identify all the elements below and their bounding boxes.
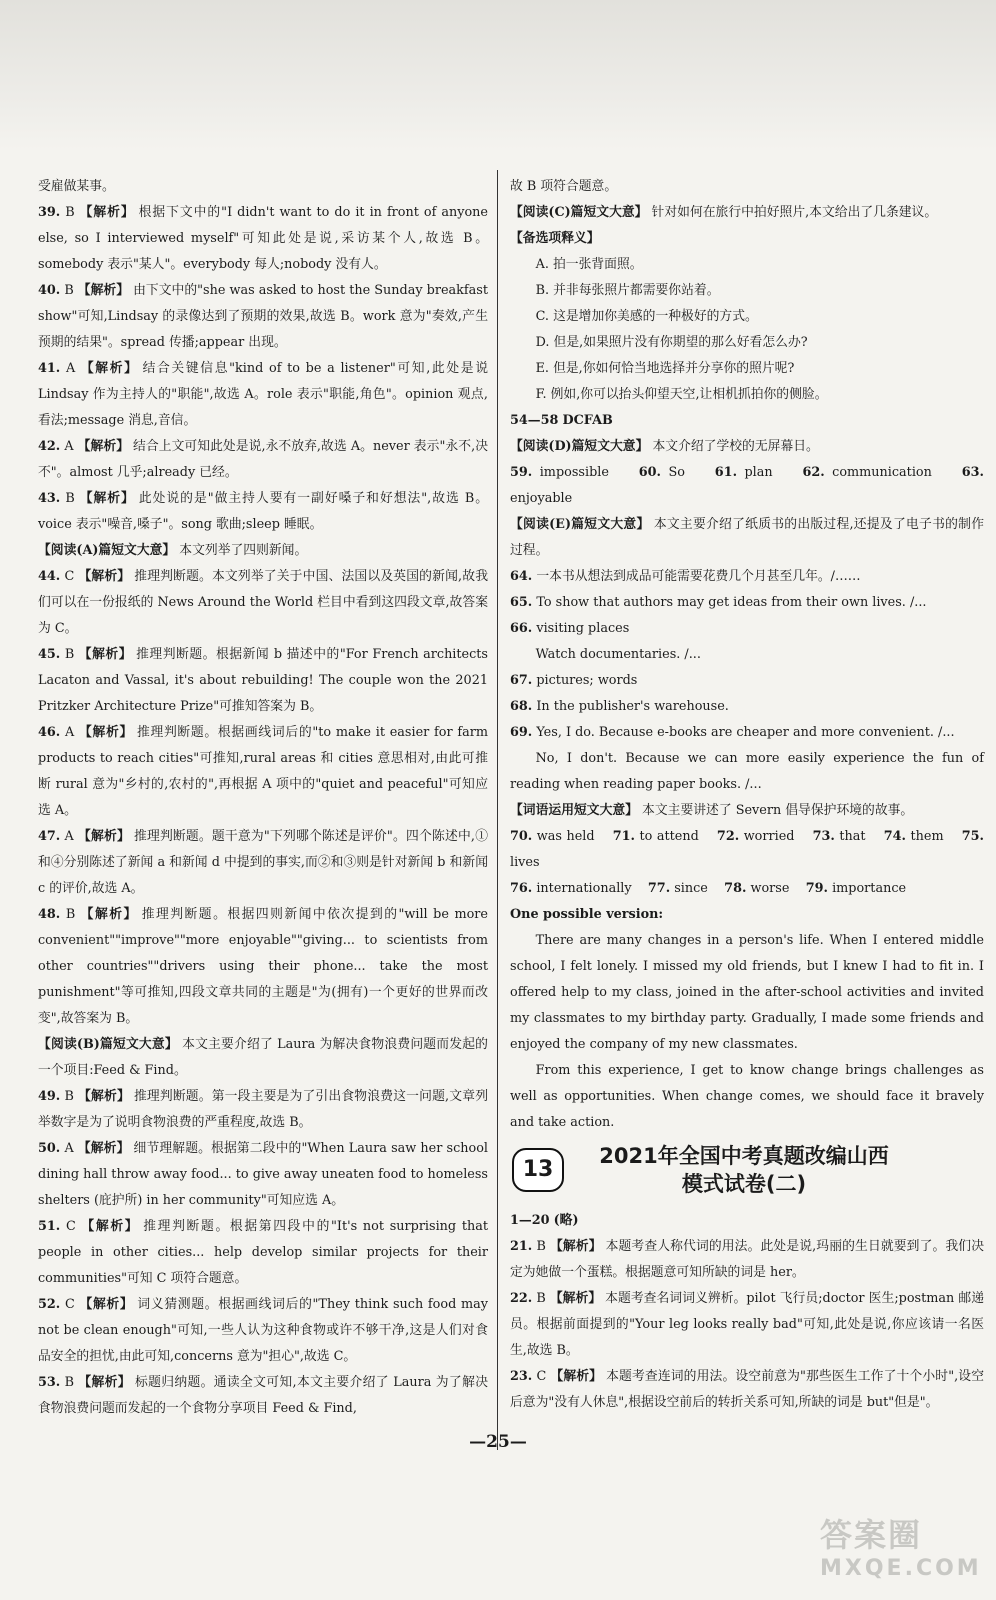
item-answer: worse (750, 881, 790, 896)
entry-text: Watch documentaries. /... (535, 647, 701, 662)
entry-text: 故 B 项符合题意。 (510, 179, 618, 194)
answer-entry (510, 408, 984, 434)
answer-entry (510, 798, 984, 824)
entry-text: To show that authors may get ideas from their own lives. /... (536, 595, 927, 610)
entry-text: 本题考查连词的用法。设空前意为"那些医生工作了十个小时",设空后意为"没有人休息",根据设空前后的转折关系可知,所缺的词是 but"但是"。 (510, 1369, 985, 1410)
answer-entry (510, 226, 984, 252)
scan-header-band (0, 0, 996, 150)
answer-entry (510, 356, 984, 382)
analysis-tag: 【解析】 (79, 907, 138, 922)
item-answer: that (839, 829, 866, 844)
answer-entry (38, 564, 488, 642)
answer-letter: B (536, 1239, 546, 1254)
answer-entry (38, 1214, 488, 1292)
entry-text: 本题考查人称代词的用法。此处是说,玛丽的生日就要到了。我们决定为她做一个蛋糕。根据题意可知所缺的词是 her。 (510, 1239, 984, 1280)
chapter-number-badge: 13 (512, 1148, 564, 1192)
answer-entry (510, 330, 984, 356)
answer-entry (510, 824, 984, 876)
item-number: 50. (38, 1141, 61, 1156)
entry-text: From this experience, I get to know change brings challenges as well as opportunities. When change comes, we should face it bravely and take action. (510, 1063, 984, 1130)
analysis-tag: 【解析】 (78, 1297, 134, 1312)
answer-entry (510, 512, 984, 564)
item-number: 46. (38, 725, 61, 740)
item-number: 67. (510, 673, 533, 688)
watermark-line1: 答案圈 (820, 1516, 923, 1554)
answer-entry (38, 174, 488, 200)
item-number: 65. (510, 595, 533, 610)
answer-entry (510, 564, 984, 590)
entry-text: 本文介绍了学校的无屏幕日。 (652, 439, 819, 454)
item-number: 39. (38, 205, 61, 220)
entry-text: E. 但是,你如何恰当地选择并分享你的照片呢? (535, 361, 795, 376)
answer-entry (510, 616, 984, 642)
answer-letter: C (65, 1297, 75, 1312)
answer-entry (510, 200, 984, 226)
answer-entry (510, 668, 984, 694)
item-answer: importance (832, 881, 907, 896)
item-number: 75. (961, 829, 984, 844)
item-number: 77. (647, 881, 671, 896)
answer-letter: C (64, 569, 75, 584)
answer-letter: B (65, 205, 75, 220)
answer-entry (510, 1286, 984, 1364)
answer-entry (510, 1234, 984, 1286)
entry-text: 推理判断题。根据画线词后的"to make it easier for farm products to reach cities"可推知,rural areas 和 cities 意思相对,由此可推断 rural 意为"乡村的,农村的",再根据 A 项中的"quiet and peaceful"可知应选 A。 (38, 725, 488, 818)
answer-entry (510, 1058, 984, 1136)
analysis-tag: 【解析】 (77, 439, 130, 454)
analysis-tag: 【解析】 (77, 1089, 130, 1104)
item-number: 45. (38, 647, 61, 662)
item-number: 64. (510, 569, 533, 584)
item-number: 54—58 (510, 413, 559, 428)
analysis-tag: 【解析】 (78, 205, 135, 220)
item-number: 62. (802, 465, 825, 480)
answer-entry (510, 642, 984, 668)
analysis-tag: 【解析】 (79, 361, 139, 376)
item-number: 72. (716, 829, 740, 844)
entry-text: 推理判断题。本文列举了关于中国、法国以及英国的新闻,故我们可以在一份报纸的 News Around the World 栏目中看到这四段文章,故答案为 C。 (38, 569, 489, 636)
item-answer: to attend (639, 829, 699, 844)
entry-text: 结合上文可知此处是说,永不放弃,故选 A。never 表示"永不,决不"。almost 几乎;already 已经。 (38, 439, 489, 480)
analysis-tag: 【解析】 (77, 829, 130, 844)
answer-letter: A (64, 439, 74, 454)
entry-text: B. 并非每张照片都需要你站着。 (535, 283, 720, 298)
entry-text: 推理判断题。第一段主要是为了引出食物浪费这一问题,文章列举数字是为了说明食物浪费的严重程度,故选 B。 (38, 1089, 488, 1130)
entry-text: 词义猜测题。根据画线词后的"They think such food may not be clean enough"可知,一些人认为这种食物或许不够干净,这是人们对食品安全的担忧,由此可知,concerns 意为"担心",故选 C。 (38, 1297, 488, 1364)
item-answer: internationally (536, 881, 632, 896)
answer-entry (38, 824, 488, 902)
watermark-logo (820, 1510, 980, 1590)
answer-letter: A (64, 1141, 74, 1156)
answer-entry (510, 252, 984, 278)
item-number: 21. (510, 1239, 533, 1254)
entry-text: D. 但是,如果照片没有你期望的那么好看怎么办? (535, 335, 808, 350)
item-number: 59. (510, 465, 533, 480)
answer-letter: B (65, 491, 75, 506)
section-heading: 【备选项释义】 (510, 231, 600, 246)
column-divider (497, 170, 498, 1450)
answer-entry (38, 642, 488, 720)
answer-entry (38, 434, 488, 486)
analysis-tag: 【解析】 (77, 1141, 130, 1156)
item-answer: worried (743, 829, 795, 844)
item-number: 53. (38, 1375, 61, 1390)
item-number: 69. (510, 725, 533, 740)
entry-text: 一本书从想法到成品可能需要花费几个月甚至几年。/…… (536, 569, 861, 584)
entry-text: 此处说的是"做主持人要有一副好嗓子和好想法",故选 B。voice 表示"噪音,嗓子"。song 歌曲;sleep 睡眠。 (38, 491, 489, 532)
page-number: —25— (469, 1432, 527, 1452)
answer-entry (38, 200, 488, 278)
watermark-line2: MXQE.COM (820, 1556, 982, 1581)
section-heading: One possible version: (510, 907, 664, 922)
item-answer: plan (744, 465, 773, 480)
section-heading: 【阅读(A)篇短文大意】 (38, 543, 176, 558)
answer-letter: B (64, 283, 74, 298)
answer-entry (38, 356, 488, 434)
answer-letter: A (64, 829, 74, 844)
answer-entry (510, 902, 984, 928)
answer-letter: B (65, 907, 76, 922)
item-number: 42. (38, 439, 61, 454)
item-number: 22. (510, 1291, 533, 1306)
item-number: 40. (38, 283, 61, 298)
analysis-tag: 【解析】 (78, 491, 135, 506)
item-answer: communication (832, 465, 932, 480)
item-number: 51. (38, 1219, 61, 1234)
entry-text: F. 例如,你可以抬头仰望天空,让相机抓拍你的侧脸。 (535, 387, 828, 402)
answer-entry (38, 1370, 488, 1422)
analysis-tag: 【解析】 (78, 569, 131, 584)
item-number: 43. (38, 491, 61, 506)
chapter-title-line1: 2021年全国中考真题改编山西 (599, 1144, 889, 1168)
left-column (38, 174, 488, 1422)
entry-text: visiting places (536, 621, 630, 636)
chapter-title (574, 1142, 914, 1198)
item-number: 52. (38, 1297, 61, 1312)
item-number: 49. (38, 1089, 61, 1104)
entry-text: 针对如何在旅行中拍好照片,本文给出了几条建议。 (651, 205, 938, 220)
entry-text: 结合关键信息"kind of to be a listener"可知,此处是说 Lindsay 作为主持人的"职能",故选 A。role 表示"职能,角色"。opinion 观点,看法;message 消息,音信。 (38, 361, 488, 428)
section-heading: 【阅读(E)篇短文大意】 (510, 517, 650, 532)
entry-text: 推理判断题。根据第四段中的"It's not surprising that people in other cities... help develop similar projects for their communities"可知 C 项符合题意。 (38, 1219, 488, 1286)
answer-entry (510, 694, 984, 720)
section-heading: 【阅读(B)篇短文大意】 (38, 1037, 178, 1052)
section-heading: 【阅读(D)篇短文大意】 (510, 439, 649, 454)
answer-entry (38, 1032, 488, 1084)
answer-entry (38, 1084, 488, 1136)
answer-letter: B (64, 647, 75, 662)
item-number: 68. (510, 699, 533, 714)
entry-text: 根据下文中的"I didn't want to do it in front of anyone else, so I interviewed myself"可知此处是说,采访某个人,故选 B。somebody 表示"某人"。everybody 每人;nobody 没有人。 (38, 205, 488, 272)
answer-entry (38, 278, 488, 356)
item-number: 48. (38, 907, 61, 922)
item-number: 63. (961, 465, 984, 480)
analysis-tag: 【解析】 (78, 1375, 131, 1390)
item-answer: impossible (539, 465, 609, 480)
chapter-title-line2: 模式试卷(二) (681, 1172, 807, 1196)
entry-text: 细节理解题。根据第二段中的"When Laura saw her school dining hall throw away food... to give away uneaten food to homeless shelters (庇护所) in her community"可知应选 A。 (38, 1141, 489, 1208)
entry-text: There are many changes in a person's life. When I entered middle school, I felt lonely. I missed my old friends, but I knew I had to fit in. I offered help to my class, joined in the after-school activities and invited my classmates to my birthday party. Gradually, I made some friends and enjoyed the company of my new classmates. (510, 933, 984, 1052)
chapter-heading (512, 1142, 984, 1202)
answer-entry (510, 720, 984, 746)
answer-entry (38, 902, 488, 1032)
answer-entry (38, 486, 488, 538)
entry-text: 受雇做某事。 (38, 179, 115, 194)
item-answer: So (668, 465, 685, 480)
answer-entry (510, 460, 984, 512)
right-column (510, 174, 984, 1416)
answer-letter: B (64, 1375, 75, 1390)
item-number: 41. (38, 361, 61, 376)
entry-text: 本文主要讲述了 Severn 倡导保护环境的故事。 (642, 803, 914, 818)
analysis-tag: 【解析】 (549, 1291, 602, 1306)
answer-entry (38, 1292, 488, 1370)
answer-entry (510, 382, 984, 408)
right-column-answers (510, 174, 984, 1136)
item-number: 70. (510, 829, 533, 844)
item-number: 74. (883, 829, 906, 844)
item-number: 61. (714, 465, 738, 480)
section-heading: 【词语运用短文大意】 (510, 803, 638, 818)
item-number: 60. (638, 465, 662, 480)
analysis-tag: 【解析】 (549, 1239, 602, 1254)
item-number: 23. (510, 1369, 533, 1384)
analysis-tag: 【解析】 (77, 283, 130, 298)
entry-text: 标题归纳题。通读全文可知,本文主要介绍了 Laura 为了解决食物浪费问题而发起的一个食物分享项目 Feed & Find, (38, 1375, 488, 1416)
entry-text: 推理判断题。根据四则新闻中依次提到的"will be more convenient""improve""more enjoyable""giving... to scientists from other countries""drivers using their phone... take the most punishment"等可推知,四段文章共同的主题是"为(拥有)一个更好的世界而改变",故答案为 B。 (38, 907, 488, 1026)
entry-text: Yes, I do. Because e-books are cheaper and more convenient. /... (536, 725, 955, 740)
answer-letter: A (65, 725, 75, 740)
answer-entry (38, 720, 488, 824)
answer-entry (38, 1136, 488, 1214)
item-answer: lives (510, 855, 540, 870)
entry-text: In the publisher's warehouse. (536, 699, 729, 714)
entry-text: 本文列举了四则新闻。 (179, 543, 308, 558)
analysis-tag: 【解析】 (78, 647, 133, 662)
right-column-exam-answers (510, 1208, 984, 1416)
entry-text: DCFAB (562, 413, 613, 428)
item-number: 73. (812, 829, 835, 844)
item-answer: was held (536, 829, 595, 844)
item-number: 79. (805, 881, 828, 896)
answer-entry (510, 1208, 984, 1234)
answer-letter: C (536, 1369, 547, 1384)
item-answer: enjoyable (510, 491, 573, 506)
entry-text: 本题考查名词词义辨析。pilot 飞行员;doctor 医生;postman 邮递员。根据前面提到的"Your leg looks really bad"可知,此处是说,你应该请一名医生,故选 B。 (510, 1291, 984, 1358)
answer-letter: B (536, 1291, 546, 1306)
section-heading: 【阅读(C)篇短文大意】 (510, 205, 648, 220)
item-answer: since (674, 881, 708, 896)
analysis-tag: 【解析】 (550, 1369, 603, 1384)
answer-entry (510, 876, 984, 902)
entry-text: C. 这是增加你美感的一种极好的方式。 (535, 309, 758, 324)
answer-entry (510, 174, 984, 200)
answer-letter: C (65, 1219, 76, 1234)
entry-text: 本文主要介绍了纸质书的出版过程,还提及了电子书的制作过程。 (510, 517, 984, 558)
entry-text: 由下文中的"she was asked to host the Sunday breakfast show"可知,Lindsay 的录像达到了预期的效果,故选 B。work 意为"奏效,产生预期的结果"。spread 传播;appear 出现。 (38, 283, 488, 350)
answer-entry (510, 1364, 984, 1416)
item-answer: them (910, 829, 944, 844)
answer-entry (510, 278, 984, 304)
entry-text: 推理判断题。根据新闻 b 描述中的"For French architects Lacaton and Vassal, it's about rebuilding! The couple won the 2021 Pritzker Architecture Prize"可推知答案为 B。 (38, 647, 488, 714)
item-number: 76. (510, 881, 533, 896)
answer-entry (510, 590, 984, 616)
entry-text: 本文主要介绍了 Laura 为解决食物浪费问题而发起的一个项目:Feed & Find。 (38, 1037, 488, 1078)
item-number: 1—20 (510, 1213, 550, 1228)
entry-text: 推理判断题。题干意为"下列哪个陈述是评价"。四个陈述中,①和④分别陈述了新闻 a 和新闻 d 中提到的事实,而②和③则是针对新闻 b 和新闻 c 的评价,故选 A。 (38, 829, 488, 896)
entry-text: pictures; words (536, 673, 638, 688)
answer-entry (510, 304, 984, 330)
answer-entry (38, 538, 488, 564)
analysis-tag: 【解析】 (78, 725, 133, 740)
item-number: 71. (612, 829, 635, 844)
item-number: 47. (38, 829, 61, 844)
answer-letter: B (64, 1089, 74, 1104)
answer-entry (510, 434, 984, 460)
entry-text: (略) (553, 1213, 579, 1228)
analysis-tag: 【解析】 (79, 1219, 140, 1234)
answer-entry (510, 746, 984, 798)
entry-text: A. 拍一张背面照。 (535, 257, 643, 272)
item-number: 66. (510, 621, 533, 636)
item-number: 78. (724, 881, 747, 896)
entry-text: No, I don't. Because we can more easily experience the fun of reading when reading paper books. /... (510, 751, 984, 792)
answer-letter: A (65, 361, 76, 376)
answer-entry (510, 928, 984, 1058)
item-number: 44. (38, 569, 61, 584)
